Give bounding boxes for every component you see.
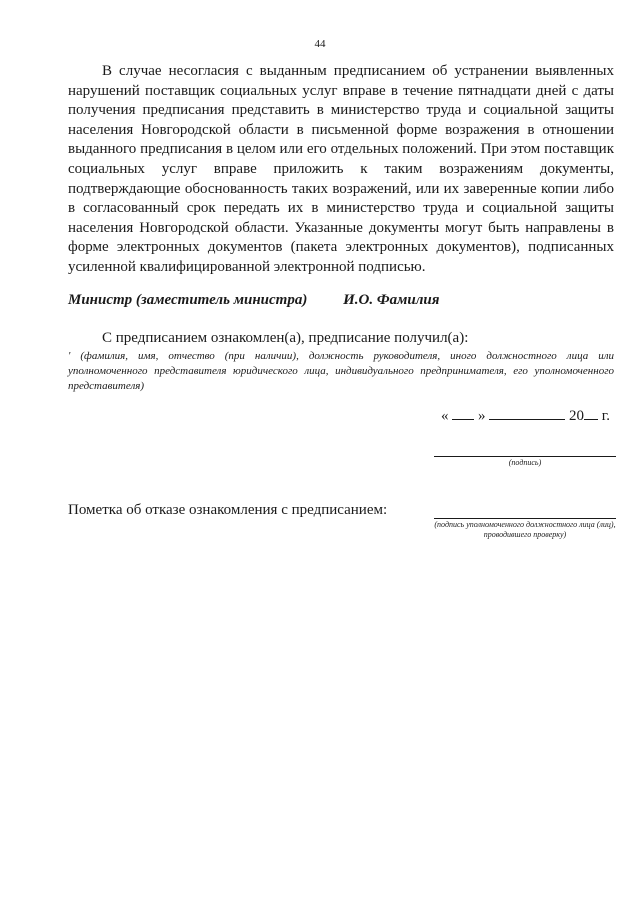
signature-caption: (подпись) bbox=[508, 458, 542, 467]
objection-paragraph: В случае несогласия с выданным предписанием об устранении выявленных нарушений поставщик социальных услуг вправе в течение пятнадцати дней с даты получения предписания представить в министерство труда и социальной защиты населения Новгородской области в письменной форме возражения в отношении выданного предписания в целом или его отдельных положений. При этом поставщик социальных услуг вправе приложить к таким возражениям документы, подтверждающие обоснованность таких возражений, или их заверенные копии либо в согласованный срок передать их в министерство труда и социальной защиты населения Новгородской области. Указанные документы могут быть направлены в форме электронных документов (пакета электронных документов), подписанных усиленной квалифицированной электронной подписью. bbox=[68, 63, 614, 275]
signature-line bbox=[68, 292, 439, 309]
year-suffix: г. bbox=[601, 408, 610, 424]
inspector-signature-field bbox=[434, 518, 616, 540]
date-close-quote: » bbox=[478, 408, 486, 424]
refusal-label: Пометка об отказе ознакомления с предписанием: bbox=[68, 502, 388, 518]
signatory-position: Министр (заместитель министра) bbox=[68, 292, 308, 308]
date-open-quote: « bbox=[441, 408, 449, 424]
acquainted-note: ' (фамилия, имя, отчество (при наличии), должность руководителя, иного должностного лица или уполномоченного представителя юридического лица, индивидуального предпринимателя, его уполномоченного представителя) bbox=[68, 350, 614, 392]
date-line bbox=[441, 405, 610, 425]
inspector-signature-caption: (подпись уполномоченного должностного лица (лиц), проводившего проверку) bbox=[434, 520, 616, 539]
day-blank bbox=[452, 405, 474, 420]
page-number: 44 bbox=[314, 38, 326, 50]
acquainted-label: С предписанием ознакомлен(а), предписание получил(а): bbox=[102, 330, 469, 346]
month-blank bbox=[489, 405, 565, 420]
signature-field bbox=[434, 456, 616, 467]
signatory-name: И.О. Фамилия bbox=[343, 292, 440, 308]
year-blank bbox=[584, 405, 598, 420]
year-prefix: 20 bbox=[569, 408, 585, 424]
